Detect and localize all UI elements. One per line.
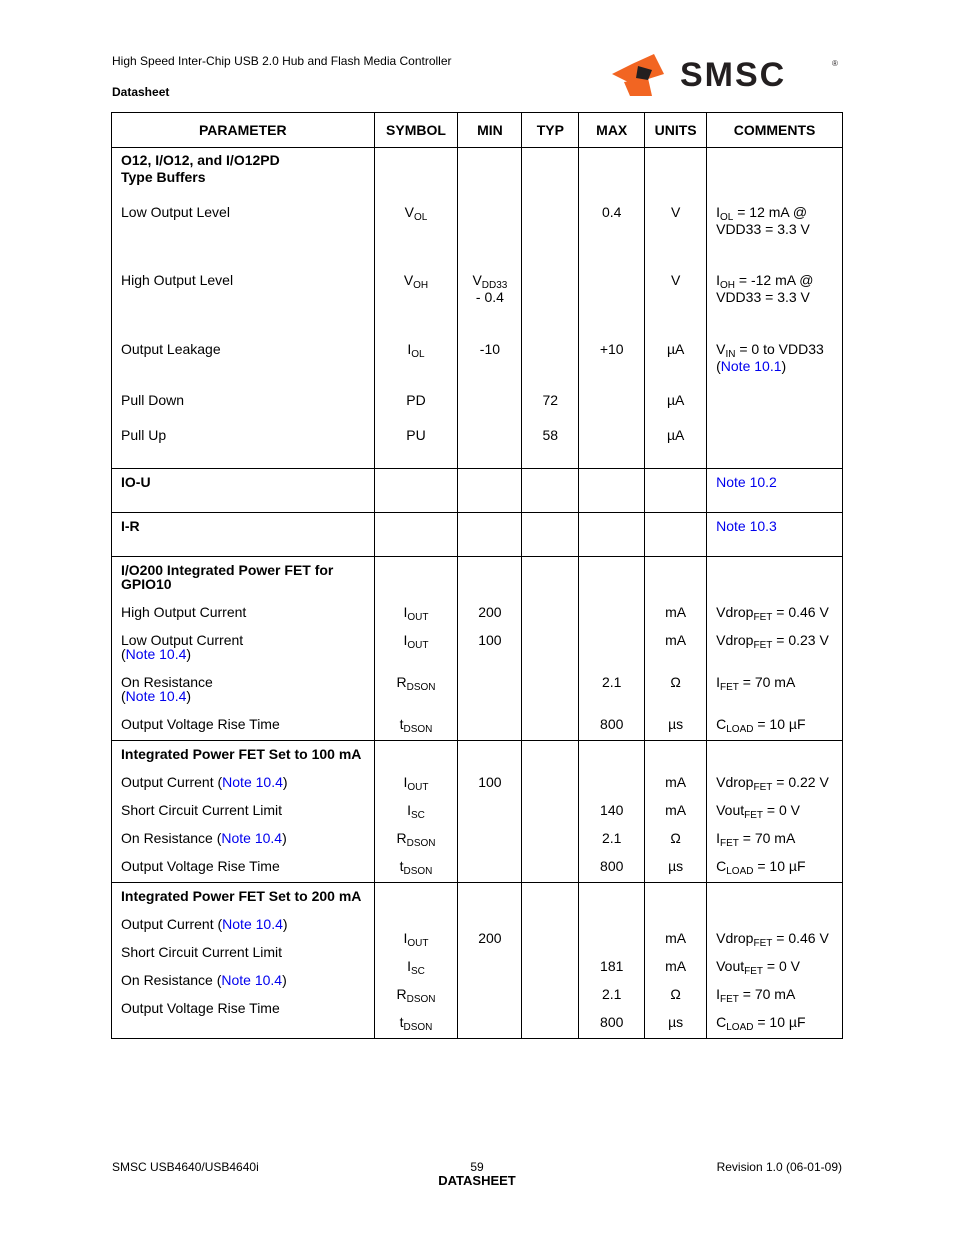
param-label: Output Voltage Rise Time (121, 858, 280, 874)
units: Ω (670, 830, 681, 846)
symbol: PU (406, 427, 426, 443)
comment: $I_{OL} = 12$ mA @ (716, 204, 808, 223)
comment: Vdrop$_{FET}$ = 0.23 V (716, 632, 829, 651)
section-heading: I-R (121, 518, 140, 534)
note-link[interactable]: Note 10.4 (222, 774, 283, 790)
units: V (670, 204, 681, 220)
comment: Vdrop$_{FET}$ = 0.22 V (716, 774, 829, 793)
symbol: $I_{OL}$ (407, 341, 425, 360)
symbol: $t_{DSON}$ (399, 1014, 433, 1033)
max-value: 0.4 (601, 204, 622, 220)
note-link[interactable]: Note 10.4 (222, 916, 283, 932)
max-value: 140 (600, 802, 624, 818)
col-header: SYMBOL (374, 113, 458, 148)
comment: $C_{LOAD} = 10$ µF (716, 1014, 806, 1033)
logo-text: SMSC (680, 56, 787, 94)
symbol: $I_{SC}$ (407, 802, 425, 821)
comment: Vdrop$_{FET}$ = 0.46 V (716, 604, 829, 623)
table-row (112, 469, 843, 513)
smsc-logo (608, 52, 840, 98)
max-value: 2.1 (601, 986, 622, 1002)
section-heading: Type Buffers (121, 169, 206, 185)
table-row (112, 557, 843, 741)
symbol: $V_{OH}$ (403, 272, 429, 291)
param-label: Low Output Level (121, 204, 230, 220)
units: µA (666, 392, 685, 408)
col-header: UNITS (645, 113, 707, 148)
param-label: On Resistance (Note 10.4) (121, 972, 287, 988)
symbol: $R_{DSON}$ (396, 674, 436, 693)
footer-label: DATASHEET (438, 1173, 516, 1188)
comment: $I_{FET} = 70$ mA (716, 674, 796, 693)
max-value: +10 (599, 341, 624, 357)
symbol: $R_{DSON}$ (396, 986, 436, 1005)
logo-mark-icon (612, 54, 664, 96)
col-header: PARAMETER (112, 113, 375, 148)
units: mA (665, 774, 687, 790)
param-label: Short Circuit Current Limit (121, 802, 283, 818)
symbol: $I_{OUT}$ (403, 774, 429, 793)
comment: $V_{IN} = 0$ to VDD33 (716, 341, 824, 360)
param-note: (Note 10.4) (121, 646, 192, 662)
section-heading: Integrated Power FET Set to 100 mA (121, 746, 362, 762)
min-value: 200 (478, 604, 502, 620)
symbol: $t_{DSON}$ (399, 858, 433, 877)
symbol: $I_{OUT}$ (403, 632, 429, 651)
col-header: TYP (522, 113, 579, 148)
units: mA (665, 802, 687, 818)
symbol: $I_{OUT}$ (403, 604, 429, 623)
units: µA (666, 341, 685, 357)
comment: Vdrop$_{FET}$ = 0.46 V (716, 930, 829, 949)
units: mA (665, 958, 687, 974)
max-value: 800 (600, 1014, 624, 1030)
units: µs (668, 858, 684, 874)
col-header: COMMENTS (707, 113, 843, 148)
units: Ω (670, 986, 681, 1002)
table-row (112, 513, 843, 557)
param-label: Pull Down (121, 392, 185, 408)
min-value: $V_{DD33}$ (472, 272, 508, 291)
max-value: 800 (600, 858, 624, 874)
section-heading: GPIO10 (121, 576, 172, 592)
typ-value: 72 (542, 392, 559, 408)
typ-value: 58 (542, 427, 559, 443)
symbol: $R_{DSON}$ (396, 830, 436, 849)
comment: $I_{FET} = 70$ mA (716, 830, 796, 849)
document-title: High Speed Inter-Chip USB 2.0 Hub and Flash Media Controller (112, 54, 452, 68)
footer-page-number: 59 (470, 1160, 484, 1174)
max-value: 2.1 (601, 830, 622, 846)
comment: $C_{LOAD} = 10$ µF (716, 858, 806, 877)
param-label: Output Current (Note 10.4) (121, 774, 288, 790)
col-header: MIN (458, 113, 522, 148)
units: mA (665, 930, 687, 946)
document-subtitle: Datasheet (112, 85, 170, 99)
comment: VDD33 = 3.3 V (716, 289, 810, 305)
min-value: -10 (479, 341, 501, 357)
param-label: Pull Up (121, 427, 167, 443)
table-row (112, 883, 843, 1039)
symbol: $I_{SC}$ (407, 958, 425, 977)
comment: VDD33 = 3.3 V (716, 221, 810, 237)
symbol: $t_{DSON}$ (399, 716, 433, 735)
min-value: 200 (478, 930, 502, 946)
units: V (670, 272, 681, 288)
note-link[interactable]: Note 10.4 (221, 972, 283, 988)
note-link[interactable]: Note 10.4 (221, 830, 283, 846)
note-link[interactable]: Note 10.4 (125, 688, 187, 704)
min-value: - 0.4 (475, 289, 504, 305)
comment: $C_{LOAD} = 10$ µF (716, 716, 806, 735)
max-value: 181 (600, 958, 624, 974)
comment: Vout$_{FET}$ = 0 V (716, 958, 800, 977)
param-label: Output Voltage Rise Time (121, 1000, 280, 1016)
units: mA (665, 604, 687, 620)
section-heading: IO-U (121, 474, 151, 490)
comment: $I_{OH} = -12$ mA @ (716, 272, 814, 291)
table-header-row (112, 113, 843, 148)
table-row (112, 148, 843, 469)
min-value: 100 (478, 632, 502, 648)
param-label: On Resistance (Note 10.4) (121, 830, 287, 846)
param-label: Output Current (Note 10.4) (121, 916, 288, 932)
max-value: 800 (600, 716, 624, 732)
param-label: Short Circuit Current Limit (121, 944, 283, 960)
max-value: 2.1 (601, 674, 622, 690)
param-label: Output Leakage (121, 341, 221, 357)
units: µs (668, 1014, 684, 1030)
comment: (Note 10.1) (716, 358, 787, 374)
comment: $I_{FET} = 70$ mA (716, 986, 796, 1005)
note-link[interactable]: Note 10.1 (720, 358, 782, 374)
table-row (112, 741, 843, 883)
note-link[interactable]: Note 10.3 (716, 518, 777, 534)
footer-product: SMSC USB4640/USB4640i (112, 1160, 259, 1174)
electrical-spec-table (111, 112, 843, 1039)
section-heading: O12, I/O12, and I/O12PD (121, 152, 280, 168)
units: µs (668, 716, 684, 732)
symbol: $I_{OUT}$ (403, 930, 429, 949)
units: µA (666, 427, 685, 443)
section-heading: I/O200 Integrated Power FET for (121, 562, 334, 578)
section-heading: Integrated Power FET Set to 200 mA (121, 888, 362, 904)
param-label: Output Voltage Rise Time (121, 716, 280, 732)
registered-mark: ® (832, 59, 838, 68)
note-link[interactable]: Note 10.4 (125, 646, 187, 662)
comment: Vout$_{FET}$ = 0 V (716, 802, 800, 821)
param-label: High Output Level (121, 272, 234, 288)
units: mA (665, 632, 687, 648)
symbol: $V_{OL}$ (404, 204, 428, 223)
footer-revision: Revision 1.0 (06-01-09) (716, 1160, 842, 1174)
col-header: MAX (579, 113, 645, 148)
note-link[interactable]: Note 10.2 (716, 474, 777, 490)
param-note: (Note 10.4) (121, 688, 192, 704)
param-label: On Resistance (121, 674, 213, 690)
param-label: High Output Current (121, 604, 247, 620)
units: Ω (670, 674, 681, 690)
symbol: PD (406, 392, 426, 408)
min-value: 100 (478, 774, 502, 790)
param-label: Low Output Current (121, 632, 244, 648)
